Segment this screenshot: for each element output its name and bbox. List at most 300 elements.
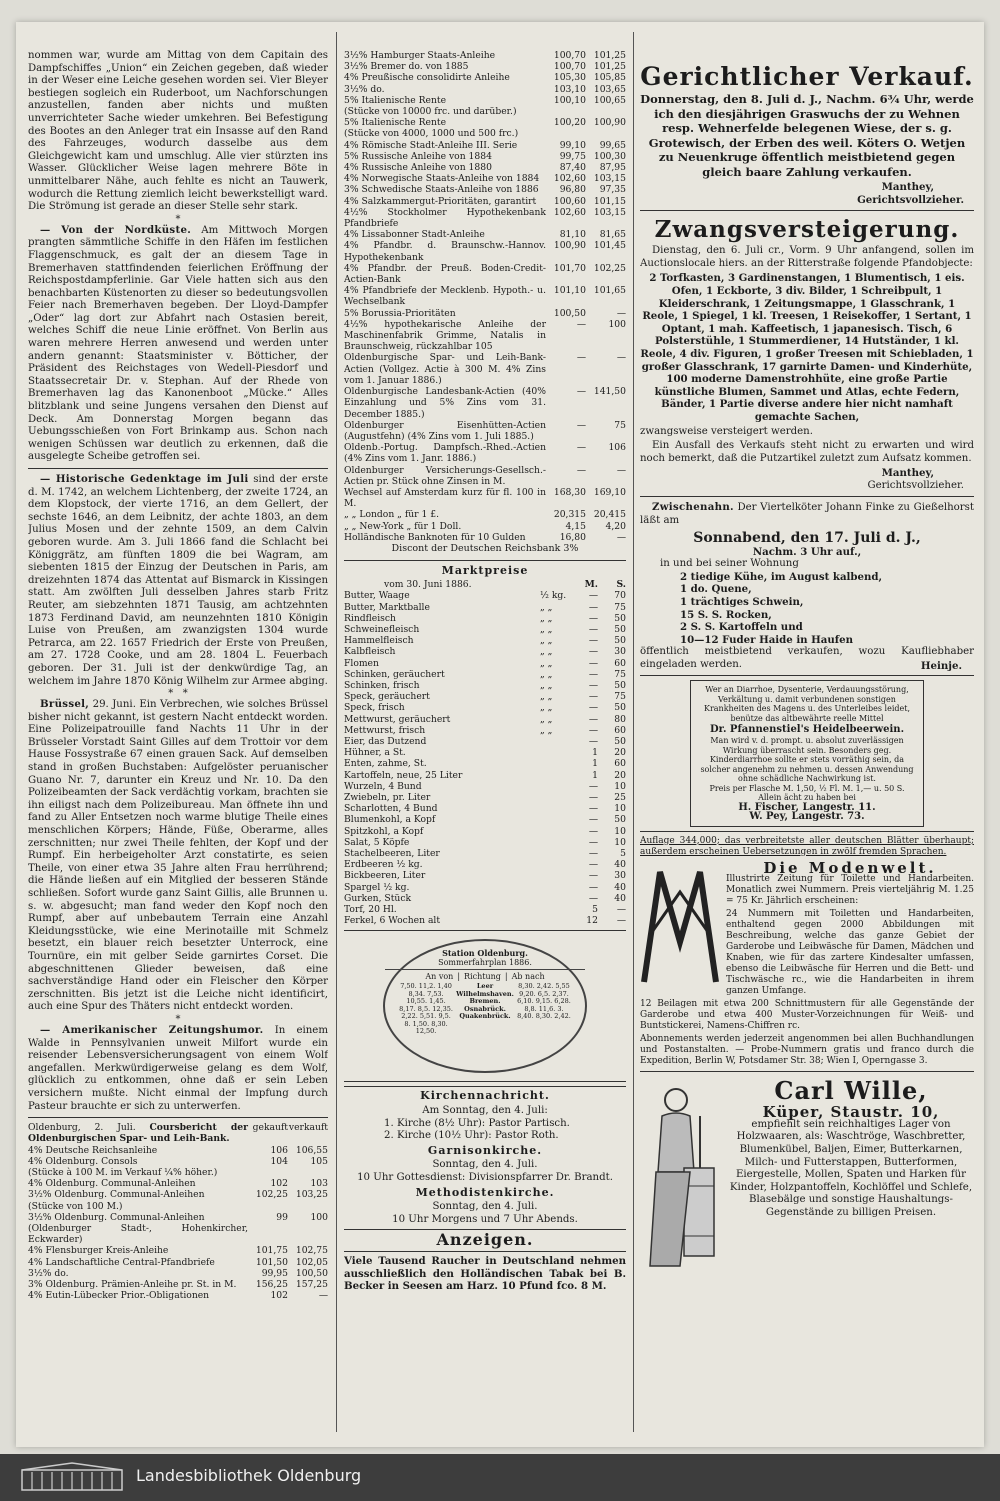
table-row xyxy=(28,1279,328,1290)
row-value: 40 xyxy=(614,859,626,871)
row-value: — xyxy=(588,814,598,826)
row-value: 101,10 xyxy=(553,285,586,297)
row-value: 101,15 xyxy=(593,195,626,207)
heidelbeerwein-ad xyxy=(690,680,924,827)
garrison-church-item: 10 Uhr Gottesdienst: Divisionspfarrer Dr. Brandt. xyxy=(357,1171,613,1183)
zwischenahn-text: Der Viertelköter Johann Finke zu Gießelhorst läßt am xyxy=(640,502,974,527)
newspaper-page xyxy=(16,22,984,1447)
row-value: 102 xyxy=(270,1290,288,1302)
row-value: 100,70 xyxy=(553,50,586,61)
row-label: 4% Salzkammergut-Prioritäten, garantirt xyxy=(344,195,537,207)
stamp-directions: Leer Wilhelmshaven. Bremen. Osnabrück. Quakenbrück. xyxy=(456,982,514,1021)
row-label: 4% Lissabonner Stadt-Anleihe xyxy=(344,229,485,241)
row-value: — xyxy=(576,419,586,431)
row-value: — xyxy=(588,657,598,669)
court-sale-text: Donnerstag, den 8. Juli d. J., Nachm. 6¾ Uhr, werde ich den diesjährigen Graswuchs der zu Wehnen resp. Wehnerfelde belegenen Wiese, der s. g. Grotewisch, der Erben des weil. Köters O. Wetjen zu Neuenkruge öffentlich meistbietend gegen gleich baare Zahlung verkaufen. xyxy=(640,92,974,179)
table-row xyxy=(28,1245,328,1256)
table-row xyxy=(344,590,626,601)
advertisements-title: Anzeigen. xyxy=(436,1230,534,1250)
row-value: 5 xyxy=(620,848,626,859)
row-value: 50 xyxy=(614,623,626,635)
row-label: 5% Italienische Rente xyxy=(344,117,447,129)
row-label: Torf, 20 Hl. xyxy=(344,904,397,916)
row-value xyxy=(540,904,570,915)
row-value xyxy=(540,848,570,859)
row-value: 99,10 xyxy=(559,139,586,151)
zwischenahn-end: öffentlich meistbietend verkaufen, wozu Kaufliebhaber eingeladen werden. xyxy=(640,646,974,670)
row-value: 50 xyxy=(614,635,626,647)
row-value: — xyxy=(588,679,598,691)
row-label: 4½% hypothekarische Anleihe der Maschinenfabrik Grimme, Natalis in Braunschweig, rückzahlbar 105 xyxy=(344,318,546,353)
row-value: — xyxy=(616,307,626,319)
row-value: 105 xyxy=(310,1155,328,1167)
row-value: 103,65 xyxy=(593,83,626,95)
garrison-church-title: Garnisonkirche. xyxy=(427,1143,543,1157)
table-row xyxy=(28,1156,328,1167)
table-row xyxy=(344,140,626,151)
methodist-church-date: Sonntag, den 4. Juli. xyxy=(432,1201,538,1213)
table-row xyxy=(344,352,626,386)
row-value: — xyxy=(576,352,586,364)
row-value: 99,65 xyxy=(599,139,626,151)
row-value: 156,25 xyxy=(255,1278,288,1290)
article-heading: — Amerikanischer Zeitungshumor. xyxy=(40,1023,264,1036)
table-row xyxy=(344,151,626,162)
table-row xyxy=(344,725,626,736)
row-label: Salat, 5 Köpfe xyxy=(344,836,410,848)
forced-auction-items: 2 Torfkasten, 3 Gardinenstangen, 1 Blumentisch, 1 eis. Ofen, 1 Eckborte, 3 div. Bilder, 1 Schreibpult, 1 Kleiderschrank, 1 Zeitungsmappe, 1 Glasschrank, 1 Reole, 1 Spiegel, 1 kl. Treesen, 1 Reisekoffer, 1 Sertant, 1 Optant, 1 mah. Kaffeetisch, 1 japanesisch. Tisch, 6 Polsterstühle, 1 Stummerdiener, 14 Hutständer, 1 kl. Reole, 4 div. Figuren, 1 großer Treesen mit Schiebladen, 1 großer Glasschrank, 17 garnirte Damen- und Kinderhüte, 100 moderne Damenstrohhüte, eine große Partie künstliche Blumen, Sammet und Atlas, echte Federn, Bänder, 1 Partie diverse andere hier nicht namhaft gemachte Sachen, xyxy=(640,272,974,423)
row-value xyxy=(540,758,570,769)
church-news-item: 2. Kirche (10½ Uhr): Pastor Roth. xyxy=(384,1130,559,1142)
row-label: Bickbeeren, Liter xyxy=(344,870,426,882)
row-value: 106 xyxy=(270,1144,288,1156)
heidelbeerwein-shop: H. Fischer, Langestr. 11. xyxy=(738,801,876,813)
heidelbeerwein-shop: W. Pey, Langestr. 73. xyxy=(749,811,865,823)
row-label: 4% Flensburger Kreis-Anleihe xyxy=(28,1245,169,1257)
church-news-item: 1. Kirche (8½ Uhr): Pastor Partisch. xyxy=(384,1117,570,1129)
row-value: 104 xyxy=(270,1155,288,1167)
row-label: 5% Russische Anleihe von 1884 xyxy=(344,150,492,162)
row-label: (Stücke von 10000 frc. und darüber.) xyxy=(344,106,517,118)
column-header: S. xyxy=(616,579,626,591)
row-value xyxy=(288,1201,328,1212)
table-row xyxy=(344,646,626,657)
row-label: Speck, frisch xyxy=(344,702,405,714)
row-value: „ „ xyxy=(540,679,553,691)
row-label: (Stücke von 100 M.) xyxy=(28,1200,123,1212)
row-value: 100,50 xyxy=(295,1267,328,1279)
article-heading: — Historische Gedenktage im Juli xyxy=(40,473,249,485)
row-value: 75 xyxy=(614,601,626,613)
heidelbeerwein-text: Wer an Diarrhoe, Dysenterie, Verdauungsstörung, Verkältung u. damit verbundenen sonstigen Krankheiten des Magens u. des Unterleibes leidet, benütze das altbewährte reelle Mittel xyxy=(703,685,910,723)
court-sale-title: Gerichtlicher Verkauf. xyxy=(640,62,974,91)
row-label: Mettwurst, geräuchert xyxy=(344,713,451,725)
row-label: Hammelfleisch xyxy=(344,635,414,647)
row-value: — xyxy=(576,464,586,476)
row-value xyxy=(540,747,570,758)
row-label: Kartoffeln, neue, 25 Liter xyxy=(344,769,463,781)
table-row xyxy=(344,240,626,262)
row-value: 10 xyxy=(614,836,626,848)
row-value: 102,25 xyxy=(593,262,626,274)
row-value xyxy=(586,128,626,139)
row-label: Butter, Waage xyxy=(344,590,410,602)
table-row xyxy=(344,420,626,442)
row-label: Erdbeeren ½ kg. xyxy=(344,859,423,871)
forced-auction-note: Ein Ausfall des Verkaufs steht nicht zu erwarten und wird noch bemerkt, daß die Putzartikel zuletzt zum Aufsatz kommen. xyxy=(640,440,974,464)
row-value: — xyxy=(616,464,626,476)
row-label: 4% Norwegische Staats-Anleihe von 1884 xyxy=(344,173,540,185)
table-row xyxy=(344,465,626,487)
row-value: 20,315 xyxy=(553,509,586,521)
row-label: 5% Italienische Rente xyxy=(344,94,447,106)
row-label: Oldenburger Versicherungs-Gesellsch.-Actien pr. Stück ohne Zinsen in M. xyxy=(344,464,546,487)
forced-auction-signature: Manthey, xyxy=(881,467,934,480)
row-value: 106,55 xyxy=(295,1144,328,1156)
row-value: 101,70 xyxy=(553,262,586,274)
row-label: Holländische Banknoten für 10 Gulden xyxy=(344,531,526,543)
row-value: 102 xyxy=(270,1178,288,1190)
table-row xyxy=(344,613,626,624)
row-value: „ „ xyxy=(540,601,553,613)
table-row xyxy=(344,442,626,464)
row-value: 20 xyxy=(614,747,626,759)
garrison-church-date: Sonntag, den 4. Juli. xyxy=(432,1159,538,1171)
table-row xyxy=(344,680,626,691)
row-label: 5% Borussia-Prioritäten xyxy=(344,307,456,319)
row-value xyxy=(540,826,570,837)
row-label: 3½% do. xyxy=(344,83,385,95)
court-sale-signature-title: Gerichtsvollzieher. xyxy=(857,193,964,206)
row-label: Blumenkohl, a Kopf xyxy=(344,814,436,826)
methodist-church-item: 10 Uhr Morgens und 7 Uhr Abends. xyxy=(392,1213,578,1225)
market-prices-table xyxy=(344,579,626,926)
row-label: 3½% Hamburger Staats-Anleihe xyxy=(344,50,496,61)
row-value: „ „ xyxy=(540,612,553,624)
column-header: verkauft xyxy=(288,1122,328,1134)
row-value xyxy=(540,859,570,870)
row-label: 3½% do. xyxy=(28,1267,69,1279)
table-row xyxy=(344,702,626,713)
train-schedule-stamp: Station Oldenburg. Sommerfahrplan 1886. An von | Richtung | Ab nach 7,50. 11,2. 1,40 8,34. 7,53. 10,55. 1,45. 8,17. 8,5. 12,35. 2,22. 5,51. 9,5. 8. 1,50. 8,30. 12,50. Leer Wilhelmshaven. Bremen. Osnabrück. Quakenbrück. 8,30. 2,42. 5,55 9,20. 6,5. 2,37. 6,10. 9,15. 6,28. 8,8. 11,6. 3. 8,40. 8,30. 2,42. xyxy=(383,939,587,1073)
row-value: 97,35 xyxy=(599,184,626,196)
row-label: 4% Preußische consolidirte Anleihe xyxy=(344,72,510,84)
row-value: 100,60 xyxy=(553,195,586,207)
row-label: Schweinefleisch xyxy=(344,623,420,635)
row-label: 3% Schwedische Staats-Anleihe von 1886 xyxy=(344,184,539,196)
row-label: 4% Oldenburg. Communal-Anleihen xyxy=(28,1178,196,1190)
table-row xyxy=(344,61,626,72)
row-value: „ „ xyxy=(540,623,553,635)
row-value xyxy=(540,882,570,893)
row-value: 101,65 xyxy=(593,285,626,297)
auction-item: 1 trächtiges Schwein, xyxy=(680,596,804,609)
table-row xyxy=(28,1212,328,1223)
zwischenahn-signature: Heinje. xyxy=(920,659,962,672)
row-value: — xyxy=(588,702,598,714)
table-row xyxy=(344,781,626,792)
market-prices-date: vom 30. Juni 1886. xyxy=(384,579,472,591)
row-value: 50 xyxy=(614,814,626,826)
row-value xyxy=(540,893,570,904)
zwischenahn-heading: Zwischenahn. xyxy=(652,501,734,514)
row-value: 50 xyxy=(614,679,626,691)
row-value xyxy=(288,1167,328,1178)
row-value xyxy=(546,128,586,139)
stamp-column-header: An von xyxy=(425,972,454,982)
row-label: (Stücke à 100 M. im Verkauf ¼% höher.) xyxy=(28,1166,218,1178)
row-value: 20,415 xyxy=(593,509,626,521)
discount-rate: Discont der Deutschen Reichsbank 3% xyxy=(391,542,579,554)
auction-item: 2 tiedige Kühe, im August kalbend, xyxy=(680,570,883,583)
court-sale-signature: Manthey, xyxy=(881,181,934,193)
row-value: 1 xyxy=(592,747,598,759)
table-row xyxy=(344,736,626,747)
row-label: Butter, Marktballe xyxy=(344,601,430,613)
row-value: 99,95 xyxy=(261,1267,288,1279)
row-value: „ „ xyxy=(540,691,553,703)
table-row xyxy=(344,792,626,803)
row-label: Hühner, a St. xyxy=(344,747,406,759)
church-news-date: Am Sonntag, den 4. Juli: xyxy=(422,1105,548,1117)
table-row xyxy=(344,84,626,95)
row-value: 169,10 xyxy=(593,486,626,498)
row-value: — xyxy=(588,646,598,658)
table-row xyxy=(344,803,626,814)
row-value: — xyxy=(588,859,598,871)
table-row xyxy=(28,1178,328,1189)
heidelbeerwein-price: Preis per Flasche M. 1,50, ½ Fl. M. 1,— u. 50 S. xyxy=(709,783,905,793)
row-label: Scharlotten, 4 Bund xyxy=(344,803,438,815)
modenwelt-subtitle: Illustrirte Zeitung für Toilette und Handarbeiten. Monatlich zwei Nummern. Preis vierteljährig M. 1.25 = 75 Kr. Jährlich erscheinen: xyxy=(726,874,974,907)
table-row xyxy=(344,770,626,781)
row-label: 4% Deutsche Reichsanleihe xyxy=(28,1144,158,1156)
row-value: 75 xyxy=(614,668,626,680)
row-value: 10 xyxy=(614,780,626,792)
row-value: 30 xyxy=(614,870,626,882)
table-row xyxy=(344,50,626,61)
row-value: — xyxy=(588,612,598,624)
row-value: 10 xyxy=(614,825,626,837)
row-value: 100 xyxy=(310,1211,328,1223)
row-value: — xyxy=(588,590,598,602)
row-value: 1 xyxy=(592,769,598,781)
zwischenahn-date: Sonnabend, den 17. Juli d. J., xyxy=(693,529,921,546)
row-value: — xyxy=(588,691,598,703)
row-value: 25 xyxy=(614,791,626,803)
row-value: „ „ xyxy=(540,646,553,658)
row-label: Gurken, Stück xyxy=(344,892,412,904)
row-value: 60 xyxy=(614,758,626,770)
row-value: „ „ xyxy=(540,635,553,647)
methodist-church-title: Methodistenkirche. xyxy=(415,1185,555,1199)
row-label: Kalbfleisch xyxy=(344,646,396,658)
stamp-column-header: Richtung xyxy=(464,972,501,982)
row-value xyxy=(540,736,570,747)
row-label: Schinken, geräuchert xyxy=(344,668,445,680)
cooper-woman-illustration-icon xyxy=(640,1076,722,1276)
row-value: — xyxy=(616,352,626,364)
table-row xyxy=(344,72,626,83)
row-value: 75 xyxy=(614,419,626,431)
row-value: 101,45 xyxy=(593,240,626,252)
table-row xyxy=(344,848,626,859)
row-value xyxy=(288,1223,328,1245)
table-row xyxy=(28,1201,328,1212)
row-label: Mettwurst, frisch xyxy=(344,724,426,736)
row-value: 87,40 xyxy=(559,162,586,174)
table-row xyxy=(344,386,626,420)
row-label: Wechsel auf Amsterdam kurz für fl. 100 in M. xyxy=(344,486,546,510)
table-row xyxy=(28,1223,328,1245)
column-1: nommen war, wurde am Mittag von dem Capitain des Dampfschiffes „Union“ ein Zeichen gegeben, daß wieder in der Weser eine Leiche gesehen worden sei. Vier Bleyer bestiegen sogleich ein Ruderboot, um Nachforschungen anzustellen, fanden aber nichts und mußten unverrichteter Sache wieder umkehren. Bei Befestigung des Bootes an den Anleger trat ein Insasse auf den Rand des Fahrzeuges, wodurch dasselbe aus dem Gleichgewicht kam und umschlug. Alle vier stürzten ins Wasser. Glücklicher Weise lagen mehrere Böte in unmittelbarer Nähe, auch fehlte es nicht an Tauwerk, wodurch die Rettung ziemlich leicht bewerkstelligt ward. Die Strömung ist gerade an dieser Stelle sehr stark. * — Von der Nordküste. Am Mittwoch Morgen prangten sämmtliche Schiffe in den Häfen im festlichen Flaggenschmuck, es galt der an diesem Tage in Bremerhaven stattfindenden feierlichen Eröffnung der Reichspostdampferlinie. Gar Viele hatten sich aus den benachbarten Küstenorten zu dieser so bedeutungsvollen Feier nach Bremerhaven begeben. Der Lloyd-Dampfer „Oder“ lag dort zur Abfahrt nach Ostasien bereit, welches Schiff die neue Linie eröffnet. Von Berlin aus waren mehrere Herren anwesend und werden unter andern genannt: Staatsminister v. Bötticher, der Präsident des Reichstages von Wedell-Piesdorf und Staatssecretair Dr. v. Stephan. Auf der Rhede von Bremerhaven lag das Kanonenboot „Mücke.“ Alles blitzblank und seine Jungens versahen den Dienst auf Deck. Am Donnerstag Morgen begann das Uebungsschießen von Fort Brinkamp aus. Schon nach wenigen Schüssen war deutlich zu erkennen, daß die ausgelegte Scheibe getroffen sei. — Historische Gedenktage im Juli sind der erste d. M. 1742, an welchem Lichtenberg, der zweite 1724, an dem Klopstock, der vierte 1716, an dem Gellert, der sechste 1646, an dem Leibnitz, der achte 1803, an dem Julius Mosen und der zehnte 1509, an dem Calvin geboren wurde. Am 3. Juli 1866 fand die Schlacht bei Königgrätz, am fünften 1809 die bei Wagram, am siebenten 1815 der Einzug der Deutschen in Paris, am dreizehnten 1874 das Attentat auf Bismarck in Kissingen statt. Am zwölften Juli desselben Jahres starb Fritz Reuter, am siebzehnten 1871 Tausig, am achtzehnten 1873 Ferdinand David, am neunzehnten 1810 Königin Luise von Preußen, am zwanzigsten 1304 wurde Petrarca, am 22. 1657 Friedrich der Erste von Preußen, am 27. 1728 Cooke, und am 28. 1804 L. Feuerbach geboren. Der 31. Juli ist der denkwürdige Tag, an welchem im Jahre 1870 König Wilhelm zur Armee abging. * * Brüssel, 29. Juni. Ein Verbrechen, wie solches Brüssel bisher nicht gekannt, ist gestern Nacht entdeckt worden. Eine Polizeipatrouille fand Nachts 11 Uhr in der Brüsseler Vorstadt Saint Gilles auf dem Trottoir vor dem Hause Fossystraße 67 einen grauen Sack. Auf demselben stand in großen Buchstaben: Aufgelöster peruanischer Guano Nr. 7, darunter ein Kreuz und Nr. 10. Da den Polizeibeamten der Sack verdächtig vorkam, brachten sie ihn eiligst nach dem Polizeibureau. Man öffnete ihn und fand zu Aller Entsetzen noch warme blutige Theile eines menschlichen Körpers; Hände, Füße, Oberarme, alles zerschnitten; nur zwei Theile fehlten, der Kopf und der Rumpf. Ein herbeigeholter Arzt constatirte, es seien Theile, von einer etwa 35 Jahre alten Frau herrührend; die Hände ließen auf ein Mitglied der besseren Stände schließen. Sofort wurde ganz Saint Gillis, alle Brunnen u. s. w. abgesucht; man fand weder den Kopf noch den Rumpf, aber auf unbebautem Terrain eine Anzahl Kleidungsstücke, wie eine Merinotaille mit Schmelz besetzt, ein blauer reich besetzter Unterrock, eine Tournüre, ein mit gelber Seide garnirtes Corset. Die abgeschnittenen Glieder beweisen, daß eine sachverständige Hand oder ein Fleischer den Körper zerschnitten. Bis jetzt ist die Leiche nicht identificirt, auch eine Spur des Thäters nicht entdeckt worden. * — Amerikanischer Zeitungshumor. In einem Walde in Pennsylvanien unweit Milfort wurde ein reisender Lebensversicherungsagent von einem Wolf angefallen. Merkwürdigerweise gelang es dem Wolf, glücklich zu entkommen, ohne daß er sein Leben versichern mußte. Nicht einmal der Impfung durch Pasteur brauchte er sich zu unterwerfen. Oldenburg, 2. Juli. Coursbericht der Oldenburgischen Spar- und Leih-Bank. gekauft verkauft 4% Deutsche Reichsanleihe 106 106,55 4% Oldenburg. Consols 104 105 (Stücke à 100 M. im Verkauf ¼% höher.) 4% Oldenburg. Communal-Anleihen 102 103 3½% Oldenburg. Communal-Anleihen 102,25 103,25 (Stücke von 100 M.) 3½% Oldenburg. Communal-Anleihen 99 100 (Oldenburger Stadt-, Hohenkircher, Eckwarder) 4% Flensburger Kreis-Anleihe 101,75 102,75 4% Landschaftliche Central-Pfandbriefe 101,50 102,05 3½% do. 99,95 100,50 3% Oldenburg. Prämien-Anleihe pr. St. in M. 156,25 157,25 4% Eutin-Lübecker Prior.-Obligationen 102 — xyxy=(28,50,328,1302)
row-label: 3½% Oldenburg. Communal-Anleihen xyxy=(28,1211,205,1223)
table-row xyxy=(344,319,626,353)
forced-auction-title: Zwangsversteigerung. xyxy=(654,216,960,244)
table-row xyxy=(344,95,626,106)
row-value: 168,30 xyxy=(553,486,586,498)
modenwelt-banner: Auflage 344,000; das verbreitetste aller deutschen Blätter überhaupt; außerdem erscheinen Uebersetzungen in zwölf fremden Sprachen. xyxy=(640,835,974,857)
table-row xyxy=(344,859,626,870)
row-value xyxy=(546,106,586,117)
row-value: — xyxy=(588,668,598,680)
row-label: Spitzkohl, a Kopf xyxy=(344,825,424,837)
row-label: „ „ New-York „ für 1 Doll. xyxy=(344,520,462,532)
row-label: 4% Landschaftliche Central-Pfandbriefe xyxy=(28,1256,215,1268)
carl-wille-text: empfiehlt sein reichhaltiges Lager von Holzwaaren, als: Waschtröge, Waschbretter, Blumenkübel, Baljen, Eimer, Butterkarnen, Milch- und Futterstappen, Butterformen, Eiergestelle, Mollen, Spaten und Harken für Kinder, Holzpantoffeln, Kochlöffel und Schlefe, Blasebälge und sonstige Haushaltungs-Gegenstände zu billigen Preisen. xyxy=(729,1118,973,1219)
row-value: 100,30 xyxy=(593,150,626,162)
forced-auction-signature-title: Gerichtsvollzieher. xyxy=(867,479,964,491)
row-label: 3½% Bremer do. von 1885 xyxy=(344,61,469,73)
row-value: — xyxy=(588,623,598,635)
row-value: „ „ xyxy=(540,657,553,669)
table-row xyxy=(344,532,626,543)
row-value: 101,25 xyxy=(593,50,626,61)
stamp-column-header: Ab nach xyxy=(511,972,545,982)
row-value xyxy=(540,770,570,781)
row-value: — xyxy=(588,836,598,848)
row-value: 12 xyxy=(586,915,598,927)
row-label: Oldenburgische Spar- und Leih-Bank-Actien (Vollgez. Actie à 300 M. 4% Zins vom 1. Januar 1886.) xyxy=(344,352,546,386)
heidelbeerwein-text-2: Man wird v. d. prompt. u. absolut zuverlässigen Wirkung überrascht sein. Besonders geg. Kinderdiarrhoe sollte er stets vorräthig sein, da solcher angenehm zu nehmen u. dessen Anwendung ohne schädliche Nachwirkung ist. xyxy=(700,736,914,784)
modenwelt-text-3: Abonnements werden jederzeit angenommen bei allen Buchhandlungen und Postanstalten. — Probe-Nummern gratis und franco durch die Expedition, Berlin W, Potsdamer Str. 38; Wien I, Operngasse 3. xyxy=(640,1034,974,1067)
table-row xyxy=(344,691,626,702)
row-label: 4% Russische Anleihe von 1880 xyxy=(344,162,492,174)
row-value xyxy=(248,1167,288,1178)
table-row xyxy=(344,308,626,319)
row-value: 16,80 xyxy=(559,531,586,543)
table-row xyxy=(344,184,626,195)
course-report-place: Oldenburg, 2. Juli. Coursbericht der Oldenburgischen Spar- und Leih-Bank. xyxy=(28,1122,248,1145)
row-label: Zwiebeln, pr. Liter xyxy=(344,791,431,803)
row-value: — xyxy=(588,780,598,792)
table-row xyxy=(344,814,626,825)
row-value: — xyxy=(588,713,598,725)
row-value: 103,15 xyxy=(593,206,626,218)
article-heading: Brüssel, xyxy=(40,698,90,711)
row-value: 87,95 xyxy=(599,162,626,174)
article-body: Am Mittwoch Morgen prangten sämmtliche Schiffe in den Häfen im festlichen Flaggenschmuck, es galt der an diesem Tage in Bremerhaven stattfindenden feierlichen Eröffnung der Reichspostdampferlinie. Gar Viele hatten sich aus den benachbarten Küstenorten zu dieser so bedeutungsvollen Feier nach Bremerhaven begeben. Der Lloyd-Dampfer „Oder“ lag dort zur Abfahrt nach Ostasien bereit, welches Schiff die neue Linie eröffnet. Von Berlin aus waren mehrere Herren anwesend und werden unter andern genannt: Staatsminister v. Bötticher, der Präsident des Reichstages von Wedell-Piesdorf und Staatssecretair Dr. v. Stephan. Auf der Rhede von Bremerhaven lag das Kanonenboot „Mücke.“ Alles blitzblank und seine Jungens versahen den Dienst auf Deck. Am Donnerstag Morgen begann das Uebungsschießen von Fort Brinkamp aus. Schon nach wenigen Schüssen war deutlich zu erkennen, daß die ausgelegte Scheibe getroffen sei. xyxy=(28,224,328,463)
row-value: 40 xyxy=(614,892,626,904)
table-row xyxy=(344,624,626,635)
row-value: — xyxy=(588,825,598,837)
row-value: 103,25 xyxy=(295,1189,328,1201)
church-news-title: Kirchennachricht. xyxy=(420,1089,550,1103)
auction-item: 10—12 Fuder Haide in Haufen xyxy=(680,633,854,646)
row-value: — xyxy=(616,915,626,927)
table-row xyxy=(28,1145,328,1156)
table-row xyxy=(344,635,626,646)
table-row xyxy=(344,747,626,758)
row-label: Rindfleisch xyxy=(344,612,396,624)
article-body: nommen war, wurde am Mittag von dem Capitain des Dampfschiffes „Union“ ein Zeichen gegeben, daß wieder in der Weser eine Leiche gesehen worden sei. Vier Bleyer bestiegen sogleich ein Ruderboot, um Nachforschungen anzustellen, fanden aber nichts und mußten unverrichteter Sache wieder umkehren. Bei Befestigung des Bootes an den Anleger trat ein Insasse auf den Rand des Fahrzeuges, wodurch dasselbe aus dem Gleichgewicht kam und umschlug. Alle vier stürzten ins Wasser. Glücklicher Weise lagen mehrere Böte in unmittelbarer Nähe, auch fehlte es nicht an Tauwerk, wodurch die Rettung ziemlich leicht bewerkstelligt ward. Die Strömung ist gerade an dieser Stelle sehr stark. xyxy=(28,50,328,213)
row-value: 100,70 xyxy=(553,61,586,73)
table-row xyxy=(344,207,626,229)
library-name: Landesbibliothek Oldenburg xyxy=(136,1466,362,1485)
row-value: 105,85 xyxy=(593,72,626,84)
column-header: M. xyxy=(584,579,598,591)
row-value: — xyxy=(588,870,598,882)
row-value: 20 xyxy=(614,769,626,781)
row-label: 3% Oldenburg. Prämien-Anleihe pr. St. in M. xyxy=(28,1278,237,1290)
row-value: 103,15 xyxy=(593,173,626,185)
row-label: Oldenburger Eisenhütten-Actien (Augustfehn) (4% Zins vom 1. Juli 1885.) xyxy=(344,419,546,442)
article-body: 29. Juni. Ein Verbrechen, wie solches Brüssel bisher nicht gekannt, ist gestern Nacht entdeckt worden. Eine Polizeipatrouille fand Nachts 11 Uhr in der Brüsseler Vorstadt Saint Gilles auf dem Trottoir vor dem Hause Fossystraße 67 einen grauen Sack. Auf demselben stand in großen Buchstaben: Aufgelöster peruanischer Guano Nr. 7, darunter ein Kreuz und Nr. 10. Da den Polizeibeamten der Sack verdächtig vorkam, brachten sie ihn eiligst nach dem Polizeibureau. Man öffnete ihn und fand zu Aller Entsetzen noch warme blutige Theile eines menschlichen Körpers; Hände, Füße, Oberarme, alles zerschnitten; nur zwei Theile fehlten, der Kopf und der Rumpf. Ein herbeigeholter Arzt constatirte, es seien Theile, von einer etwa 35 Jahre alten Frau herrührend; die Hände ließen auf ein Mitglied der besseren Stände schließen. Sofort wurde ganz Saint Gillis, alle Brunnen u. s. w. abgesucht; man fand weder den Kopf noch den Rumpf, aber auf unbebautem Terrain eine Anzahl Kleidungsstücke, wie eine Merinotaille mit Schmelz besetzt, ein blauer reich besetzter Unterrock, eine Tournüre, ein mit gelber Seide garnirtes Corset. Die abgeschnittenen Glieder beweisen, daß eine sachverständige Hand oder ein Fleischer den Körper zerschnitten. Bis jetzt ist die Leiche nicht identificirt, auch eine Spur des Thäters nicht entdeckt worden. xyxy=(28,699,328,1013)
library-footer xyxy=(0,1454,1000,1501)
table-row xyxy=(344,162,626,173)
market-prices-title: Marktpreise xyxy=(441,563,529,577)
row-value: „ „ xyxy=(540,668,553,680)
row-label: Wurzeln, 4 Bund xyxy=(344,780,422,792)
row-label: 4% Pfandbriefe der Mecklenb. Hypoth.- u. Wechselbank xyxy=(344,285,546,308)
row-value: 10 xyxy=(614,803,626,815)
table-row xyxy=(344,904,626,915)
row-label: Speck, geräuchert xyxy=(344,691,430,703)
row-value: 50 xyxy=(614,702,626,714)
row-value: — xyxy=(616,904,626,916)
heidelbeerwein-name: Dr. Pfannenstiel's Heidelbeerwein. xyxy=(709,724,905,736)
table-row xyxy=(344,509,626,520)
forced-auction-end: zwangsweise versteigert werden. xyxy=(640,425,813,437)
row-label: Oldenburgische Landesbank-Actien (40% Einzahlung und 5% Zins vom 31. December 1885.) xyxy=(344,386,546,420)
table-row xyxy=(28,1290,328,1301)
row-value: 100,10 xyxy=(553,94,586,106)
row-label: 4% Pfandbr. d. Braunschw.-Hannov. Hypothekenbank xyxy=(344,240,546,263)
modenwelt-text: 24 Nummern mit Toiletten und Handarbeiten, enthaltend gegen 2000 Abbildungen mit Beschreibung, welche das ganze Gebiet der Garderobe und Leibwäsche für Damen, Mädchen und Knaben, wie für das zartere Kindesalter umfassen, ebenso die Leibwäsche für Herren und die Bett- und Tischwäsche rc., wie die Handarbeiten in ihrem ganzen Umfange. xyxy=(726,909,974,997)
row-value: 60 xyxy=(614,657,626,669)
table-row xyxy=(344,263,626,285)
row-value: 101,25 xyxy=(593,61,626,73)
row-value xyxy=(540,781,570,792)
article-heading: — Von der Nordküste. xyxy=(40,223,192,236)
stamp-departures: 8,30. 2,42. 5,55 9,20. 6,5. 2,37. 6,10. 9,15. 6,28. 8,8. 11,6. 3. 8,40. 8,30. 2,42. xyxy=(517,982,571,1021)
row-value: 81,10 xyxy=(559,229,586,241)
row-value: 40 xyxy=(614,881,626,893)
table-row xyxy=(344,658,626,669)
row-value: 100,90 xyxy=(553,240,586,252)
row-label: 4% Oldenburg. Consols xyxy=(28,1155,138,1167)
row-value xyxy=(248,1201,288,1212)
row-label: Eier, das Dutzend xyxy=(344,735,427,747)
row-value: 100,65 xyxy=(593,94,626,106)
table-row xyxy=(28,1167,328,1178)
column-divider xyxy=(633,32,634,1432)
row-value: 105,30 xyxy=(553,72,586,84)
course-report-table xyxy=(28,1122,328,1301)
row-value xyxy=(540,915,570,926)
row-value xyxy=(540,837,570,848)
row-value: 157,25 xyxy=(295,1278,328,1290)
